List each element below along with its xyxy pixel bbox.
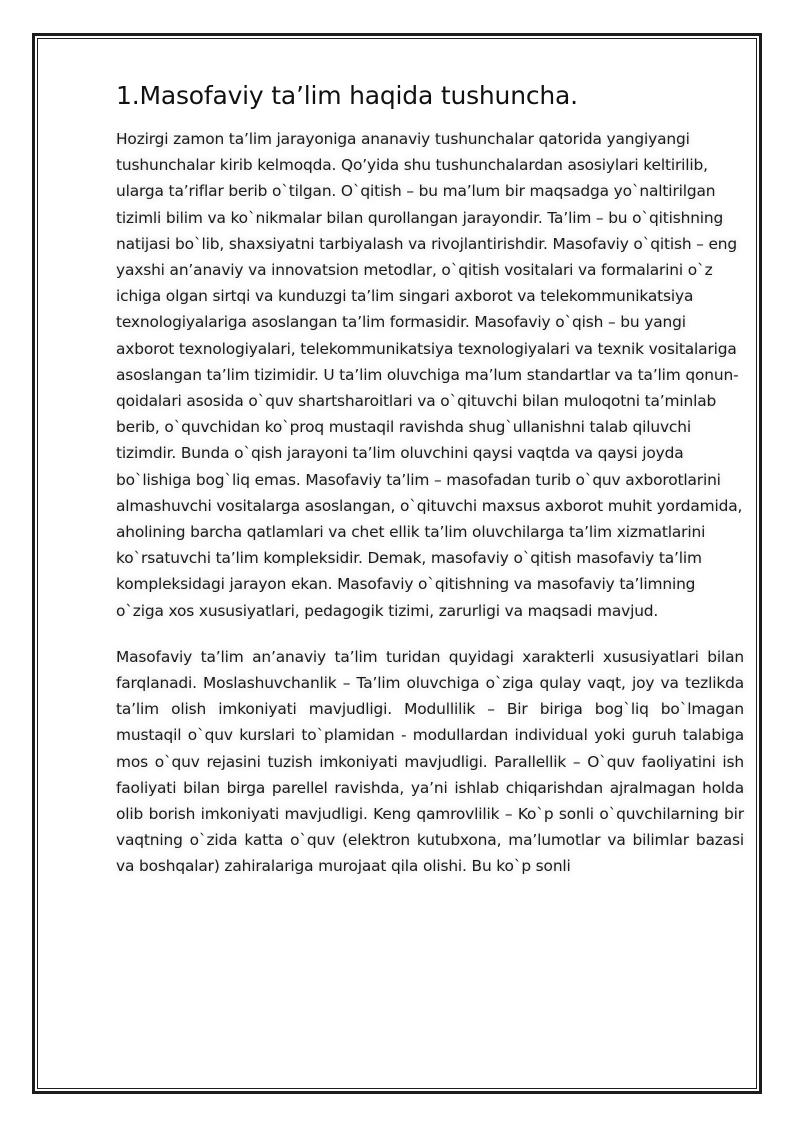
- paragraph-2: Masofaviy ta’lim an’anaviy ta’lim turidan quyidagi xarakterli xususiyatlari bilan farqlanadi. Moslashuvchanlik – Ta’lim oluvchiga o`ziga qulay vaqt, joy va tezlikda ta’lim olish imkoniyati mavjudligi. Modullilik – Bir biriga bog`liq bo`lmagan mustaqil o`quv kurslari to`plamidan - modullardan individual yoki guruh talabiga mos o`quv rejasini tuzish imkoniyati mavjudligi. Parallellik – O`quv faoliyatini ish faoliyati bilan birga parellel ravishda, ya’ni ishlab chiqarishdan ajralmagan holda olib borish imkoniyati mavjudligi. Keng qamrovlilik – Ko`p sonli o`quvchilarning bir vaqtning o`zida katta o`quv (elektron kutubxona, ma’lumotlar va bilimlar bazasi va boshqalar) zahiralariga murojaat qila olishi. Bu ko`p sonli: [116, 647, 744, 876]
- paragraph-1: Hozirgi zamon ta’lim jarayoniga ananaviy tushunchalar qatorida yangiyangi tushunchalar kirib kelmoqda. Qo’yida shu tushunchalardan asosiylari keltirilib, ularga ta’riflar berib o`tilgan. O`qitish – bu ma’lum bir maqsadga yo`naltirilgan tizimli bilim va ko`nikmalar bilan qurollangan jarayondir. Ta’lim – bu o`qitishning natijasi bo`lib, shaxsiyatni tarbiyalash va rivojlantirishdir. Masofaviy o`qitish – eng yaxshi an’anaviy va innovatsion metodlar, o`qitish vositalari va formalarini o`z ichiga olgan sirtqi va kunduzgi ta’lim singari axborot va telekommunikatsiya texnologiyalariga asoslangan ta’lim formasidir. Masofaviy o`qish – bu yangi axborot texnologiyalari, telekommunikatsiya texnologiyalari va texnik vositalariga asoslangan ta’lim tizimidir. U ta’lim oluvchiga ma’lum standartlar va ta’lim qonun-qoidalari asosida o`quv shartsharoitlari va o`qituvchi bilan muloqotni ta’minlab berib, o`quvchidan ko`proq mustaqil ravishda shug`ullanishni talab qiluvchi tizimdir. Bunda o`qish jarayoni ta’lim oluvchini qaysi vaqtda va qaysi joyda bo`lishiga bog`liq emas. Masofaviy ta’lim – masofadan turib o`quv axborotlarini almashuvchi vositalarga asoslangan, o`qituvchi maxsus axborot muhit yordamida, aholining barcha qatlamlari va chet ellik ta’lim oluvchilarga ta’lim xizmatlarini ko`rsatuvchi ta’lim kompleksidir. Demak, masofaviy o`qitish masofaviy ta’lim kompleksidagi jarayon ekan. Masofaviy o`qitishning va masofaviy ta’limning o`ziga xos xususiyatlari, pedagogik tizimi, zarurligi va maqsadi mavjud.: [116, 130, 743, 620]
- document-body: [116, 80, 744, 880]
- document-title: 1.Masofaviy ta’lim haqida tushuncha.: [116, 81, 578, 110]
